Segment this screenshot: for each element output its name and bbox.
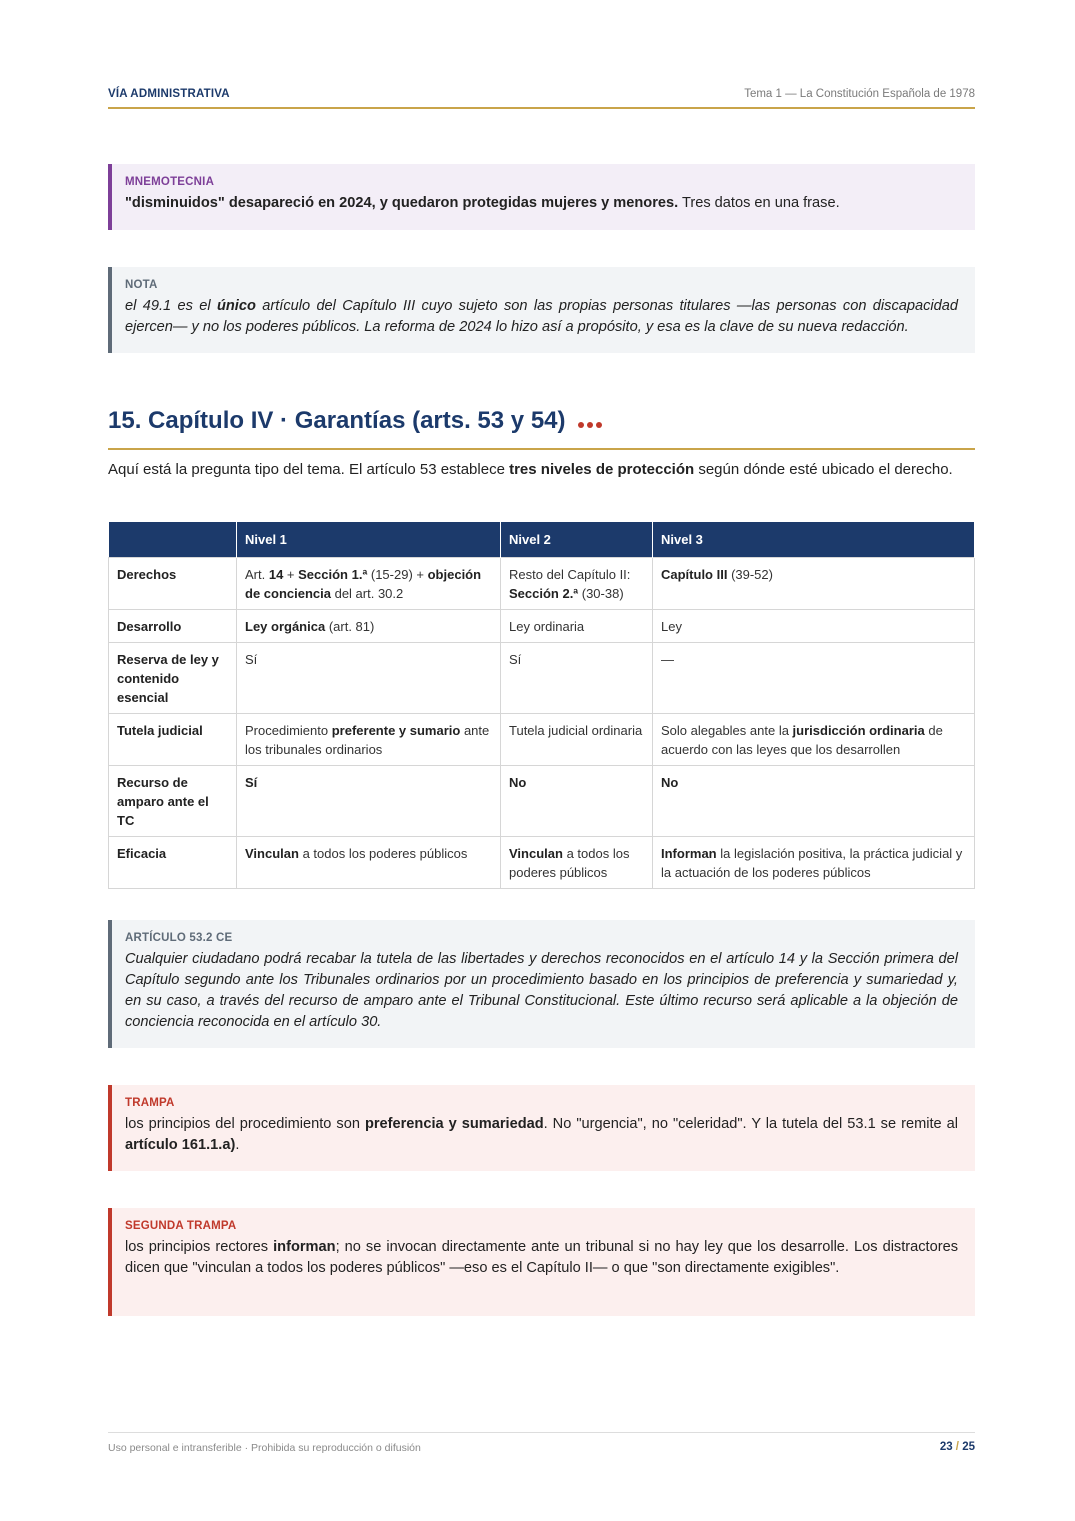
table-cell <box>237 610 501 643</box>
text-run: según dónde esté ubicado el derecho. <box>694 461 953 478</box>
table-cell <box>653 766 975 837</box>
text-bold-run: tres niveles de protección <box>509 461 695 478</box>
text-run: Art. <box>245 567 269 582</box>
text-run: Aquí está la pregunta tipo del tema. El artículo 53 establece <box>108 461 510 478</box>
text-run: los principios rectores <box>125 1239 274 1255</box>
callout-text <box>125 296 958 338</box>
text-run: (15-29) + <box>367 567 428 582</box>
page-footer <box>108 1432 975 1454</box>
table-cell <box>501 610 653 643</box>
text-run: . No "urgencia", no "celeridad". Y la tutela del 53.1 se remite al <box>543 1116 958 1132</box>
text-bold-run: preferencia y sumariedad <box>364 1116 544 1132</box>
row-header-cell: Recurso de amparo ante el TC <box>109 766 237 837</box>
page-header <box>108 86 975 109</box>
table-cell <box>653 610 975 643</box>
text-run: ante los tribunales ordinarios <box>245 723 490 757</box>
table-cell <box>237 766 501 837</box>
text-bold-run: 14 <box>268 567 284 582</box>
protection-levels-table <box>108 522 975 889</box>
text-run: + <box>283 567 299 582</box>
callout-label: ARTÍCULO 53.2 CE <box>125 932 233 944</box>
text-run: la legislación positiva, la práctica judicial y la actuación de los poderes públicos <box>661 846 963 880</box>
page-separator: / <box>952 1441 963 1453</box>
text-run: Ley ordinaria <box>509 619 585 634</box>
text-bold-run: Sí <box>245 775 258 790</box>
table-row <box>109 837 975 889</box>
text-bold-run: preferente y sumario <box>331 723 461 738</box>
table-header-cell: Nivel 3 <box>653 522 975 558</box>
callout-label: MNEMOTECNIA <box>125 176 215 188</box>
articulo-callout <box>108 920 975 1048</box>
text-run: Resto del Capítulo II: <box>509 567 631 582</box>
callout-text <box>125 1237 958 1279</box>
text-bold-run: Capítulo III <box>661 567 728 582</box>
text-run: a todos los poderes públicos <box>298 846 468 861</box>
callout-bold-text: "disminuidos" desapareció en 2024, y quedaron protegidas mujeres y menores. <box>125 195 679 211</box>
table-cell <box>653 643 975 714</box>
text-run: Solo alegables ante la <box>661 723 793 738</box>
text-run: ; no se invocan directamente ante un tribunal si no hay ley que los desarrolle. Los distractores dicen que "vinculan a todos los poderes públicos" —eso es el Capítulo II— o que "son directamente exigibles". <box>125 1239 959 1276</box>
mnemotecnia-callout <box>108 164 975 230</box>
callout-label: SEGUNDA TRAMPA <box>125 1220 237 1232</box>
text-run: el 49.1 es el <box>125 298 217 314</box>
section-intro <box>108 456 975 484</box>
section-title: 15. Capítulo IV · Garantías (arts. 53 y 54) <box>108 407 566 434</box>
text-bold-run: objeción de conciencia <box>245 567 482 601</box>
section-heading <box>108 407 975 450</box>
text-bold-run: artículo 161.1.a) <box>125 1137 236 1153</box>
table-row <box>109 558 975 610</box>
row-header-cell: Derechos <box>109 558 237 610</box>
text-bold-run: jurisdicción ordinaria <box>792 723 925 738</box>
text-run: (30-38) <box>578 586 624 601</box>
footer-legal-notice: Uso personal e intransferible · Prohibida su reproducción o difusión <box>108 1442 421 1454</box>
text-run: los principios del procedimiento son <box>125 1116 365 1132</box>
text-bold-run: Sección 2.ª <box>509 586 579 601</box>
text-bold-run: Informan <box>661 846 717 861</box>
callout-label: NOTA <box>125 279 158 291</box>
table-cell <box>653 558 975 610</box>
table-cell <box>501 558 653 610</box>
table-cell <box>237 643 501 714</box>
callout-label: TRAMPA <box>125 1097 175 1109</box>
text-run: Sí <box>245 652 258 667</box>
text-bold-run: Sección 1.ª <box>298 567 368 582</box>
table-row <box>109 766 975 837</box>
callout-text: Cualquier ciudadano podrá recabar la tutela de las libertades y derechos reconocidos en el artículo 14 y la Sección primera del Capítulo segundo ante los Tribunales ordinarios por un procedimiento basado en los principios de preferencia y sumariedad y, en su caso, a través del recurso de amparo ante el Tribunal Constitucional. Este último recurso será aplicable a la objeción de conciencia reconocida en el artículo 30. <box>125 951 958 1030</box>
text-bold-run: único <box>216 298 256 314</box>
row-header-cell: Desarrollo <box>109 610 237 643</box>
text-run: Tutela judicial ordinaria <box>509 723 643 738</box>
text-run: Ley <box>661 619 682 634</box>
text-run: a todos los poderes públicos <box>509 846 630 880</box>
table-cell <box>237 837 501 889</box>
text-run: de acuerdo con las leyes que los desarrollen <box>661 723 943 757</box>
row-header-cell: Eficacia <box>109 837 237 889</box>
text-bold-run: Vinculan <box>245 846 299 861</box>
text-run: . <box>235 1137 240 1153</box>
callout-plain-text: Tres datos en una frase. <box>678 195 840 211</box>
table-row <box>109 643 975 714</box>
importance-dots-icon <box>578 415 605 433</box>
row-header-cell: Tutela judicial <box>109 714 237 766</box>
row-header-cell: Reserva de ley y contenido esencial <box>109 643 237 714</box>
table-cell <box>653 837 975 889</box>
header-section-label: VÍA ADMINISTRATIVA <box>108 88 230 100</box>
callout-text <box>125 193 958 214</box>
callout-text <box>125 1114 958 1156</box>
table-cell <box>501 643 653 714</box>
table-row <box>109 714 975 766</box>
text-run: Sí <box>509 652 522 667</box>
text-bold-run: Vinculan <box>509 846 563 861</box>
text-run: — <box>661 652 674 667</box>
table-header-cell: Nivel 2 <box>501 522 653 558</box>
text-run: artículo del Capítulo III cuyo sujeto son las propias personas titulares —las personas con discapacidad ejercen— y no los poderes públicos. La reforma de 2024 lo hizo así a propósito, y esa es la clave de su nueva redacción. <box>125 298 958 335</box>
table-header-cell <box>109 522 237 558</box>
table-cell <box>653 714 975 766</box>
page-current: 23 <box>939 1441 953 1453</box>
table-header-row <box>109 522 975 558</box>
text-run: (39-52) <box>727 567 773 582</box>
text-bold-run: No <box>509 775 527 790</box>
page-total: 25 <box>962 1441 975 1453</box>
text-bold-run: informan <box>273 1239 336 1255</box>
table-header-cell: Nivel 1 <box>237 522 501 558</box>
segunda-trampa-callout <box>108 1208 975 1316</box>
page-number <box>940 1441 975 1453</box>
table-cell <box>501 714 653 766</box>
text-run: Procedimiento <box>245 723 332 738</box>
text-bold-run: Ley orgánica <box>245 619 326 634</box>
text-run: del art. 30.2 <box>330 586 404 601</box>
table-cell <box>237 714 501 766</box>
text-bold-run: No <box>661 775 679 790</box>
table-cell <box>237 558 501 610</box>
table-row <box>109 610 975 643</box>
text-run: (art. 81) <box>325 619 375 634</box>
header-topic-title: Tema 1 — La Constitución Española de 1978 <box>744 88 975 100</box>
table-cell <box>501 766 653 837</box>
nota-callout <box>108 267 975 353</box>
trampa-callout <box>108 1085 975 1171</box>
table-cell <box>501 837 653 889</box>
